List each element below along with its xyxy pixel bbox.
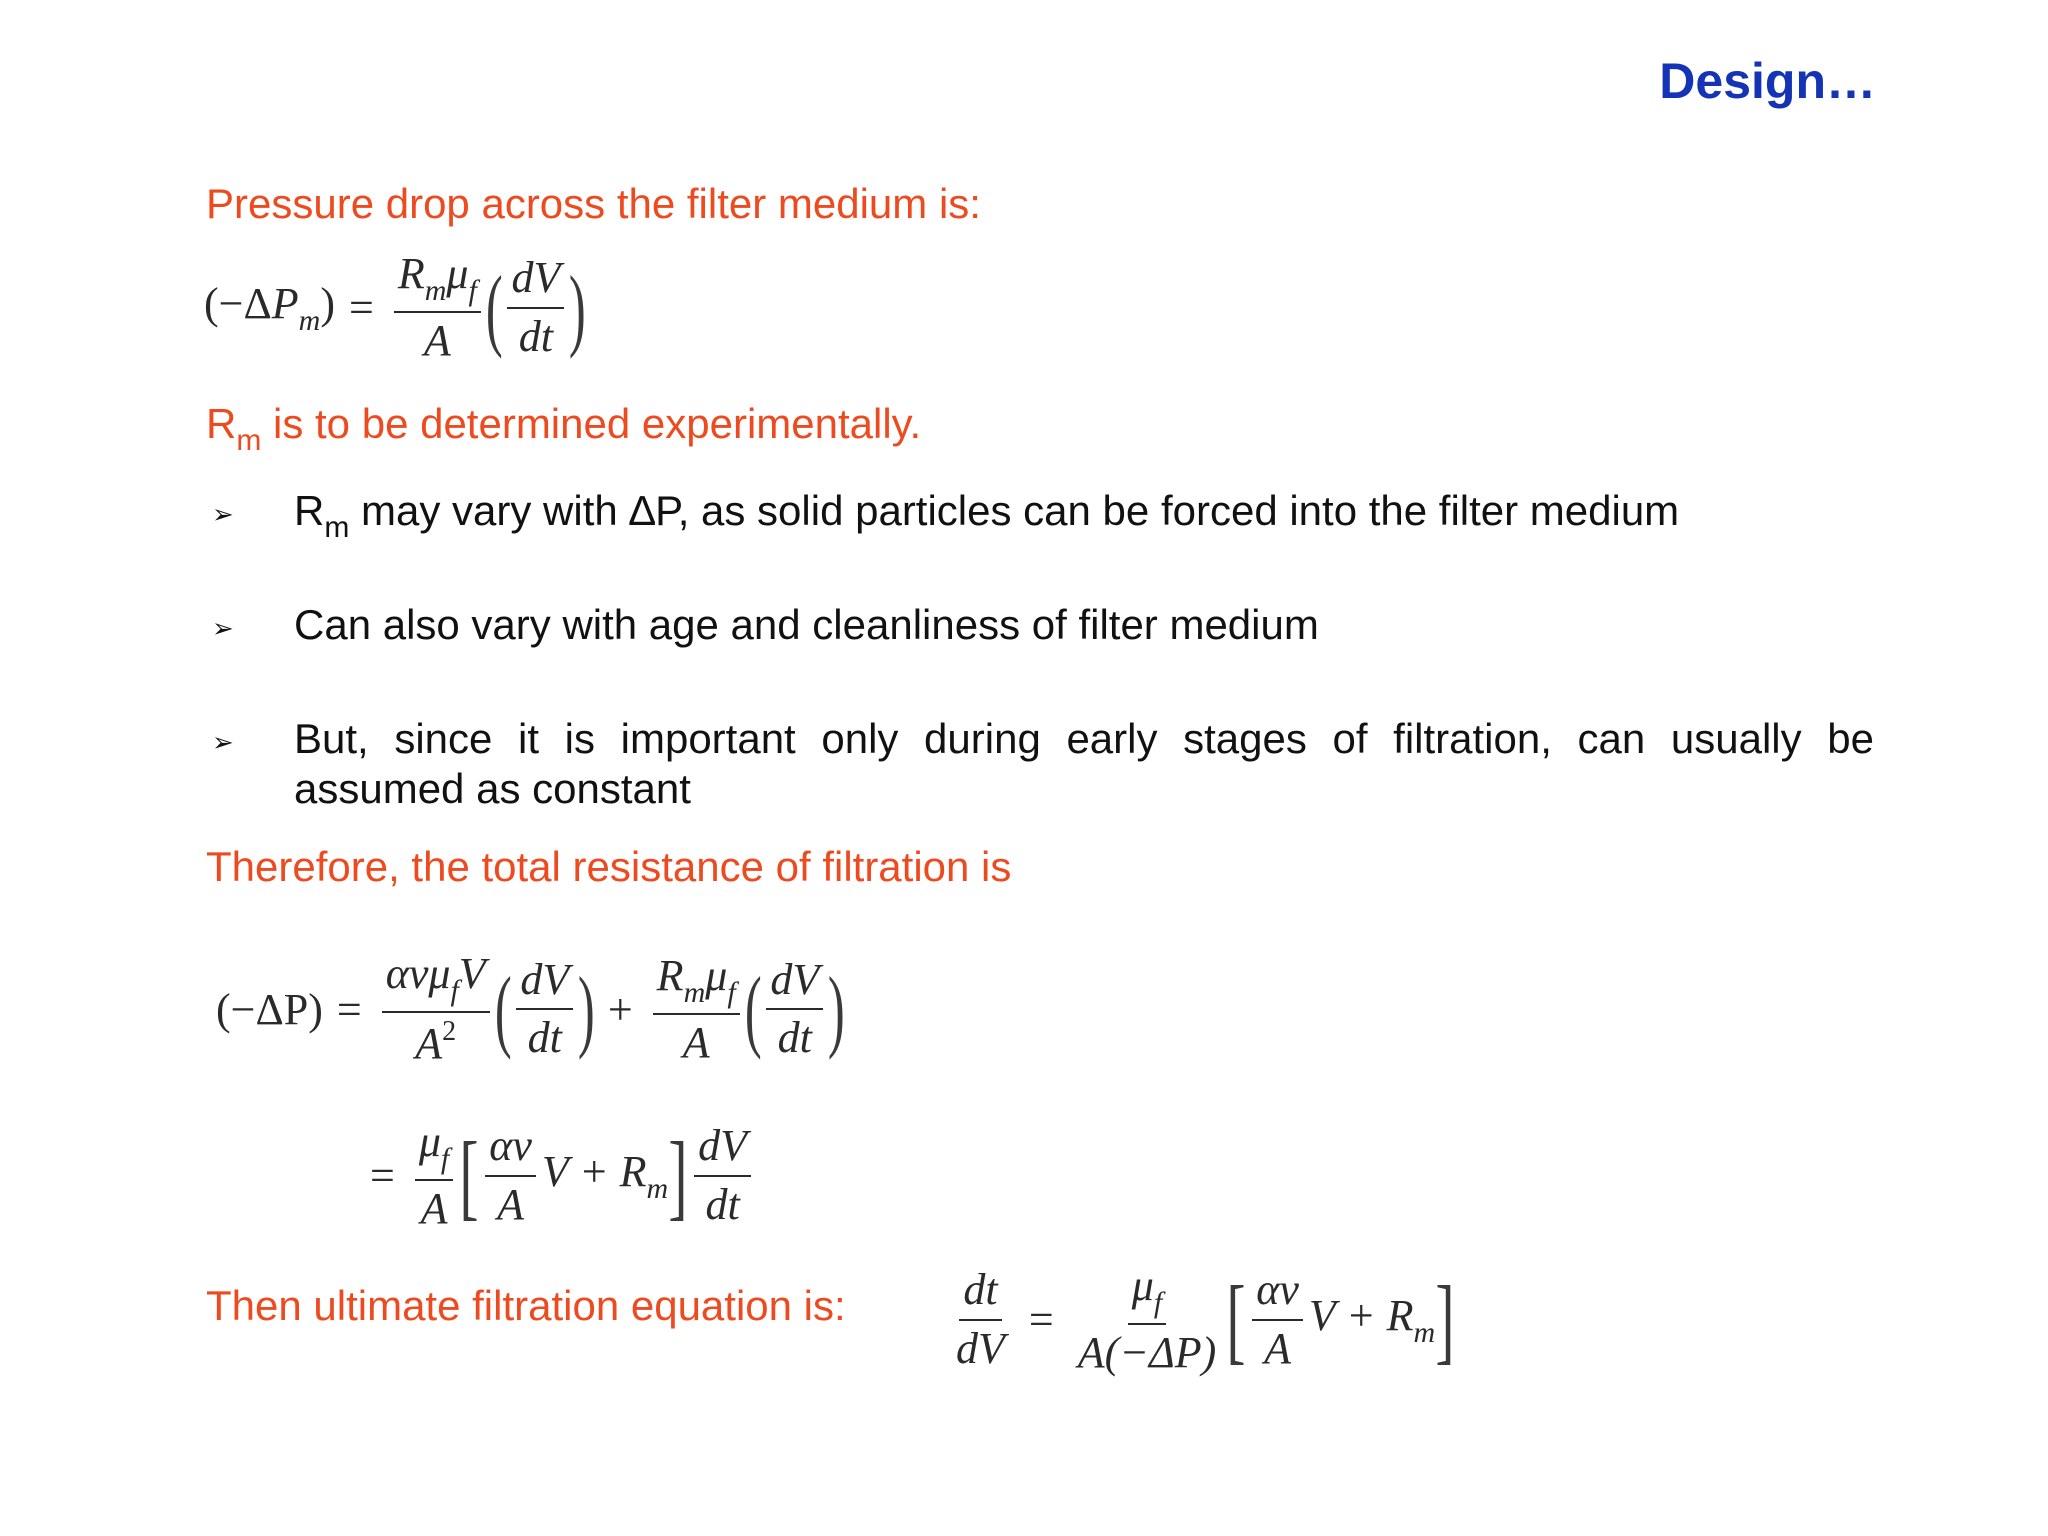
bullet-marker: ➢ [212,728,234,758]
eq4-equals: = [1028,1295,1054,1345]
eq2-flow-rate-2: $\frac{dV}{dt}$ [766,956,823,1063]
eq1-lhs: $(-\Delta P_m)$ [204,278,335,337]
equation-ultimate-filtration [946,1262,1455,1377]
eq4-inner-terms: $V + R_m$ [1308,1290,1436,1349]
equation-medium-pressure-drop [204,250,585,365]
slide-title: Design… [1659,53,1876,109]
equation-total-resistance-simplified [356,1118,757,1233]
eq1-close-paren: ) [569,256,587,359]
bullet-marker: ➢ [212,614,234,644]
eq1-flow-rate: $\frac{dV}{dt}$ [507,254,564,361]
eq2-lhs: (−ΔP) [216,984,323,1034]
eq3-equals: = [370,1151,395,1201]
eq2-open-paren: ( [494,958,512,1061]
eq2-medium-term: $\frac{R_m\mu_f}{A}$ [653,952,740,1067]
eq2-plus: + [607,984,633,1034]
eq3-cake-coefficient: $\frac{\alpha v}{A}$ [485,1122,536,1229]
rm-determined-text: $R_m$ is to be determined experimentally. [206,400,922,457]
equation-total-resistance [216,950,844,1068]
eq3-inner-terms: $V + R_m$ [541,1146,669,1205]
eq4-viscosity-term: $\frac{\mu_f}{A(-\Delta P)}$ [1077,1261,1217,1377]
eq1-fraction: $\frac{R_m\mu_f}{A}$ [394,250,481,365]
eq1-open-paren: ( [485,256,503,359]
eq4-cake-coefficient: $\frac{\alpha v}{A}$ [1252,1266,1303,1373]
eq1-equals: = [348,283,374,333]
bullet-age-cleanliness: Can also vary with age and cleanliness of filter medium [294,601,1319,648]
eq3-open-bracket: [ [459,1121,479,1229]
eq3-flow-rate: $\frac{dV}{dt}$ [694,1122,751,1229]
eq2-open-paren: ( [744,958,762,1061]
eq2-close-paren: ) [828,958,845,1061]
eq4-open-bracket: [ [1226,1265,1246,1373]
bullet-rm-vary-pressure: $R_m$ may vary with ∆P, as solid particles can be forced into the filter medium [294,487,1680,544]
eq4-lhs: $\frac{dt}{dV}$ [956,1265,1005,1373]
heading-pressure-drop: Pressure drop across the filter medium is: [206,180,981,227]
eq3-viscosity-term: $\frac{\mu_f}{A}$ [415,1118,453,1233]
eq4-close-bracket: ] [1435,1265,1455,1373]
bullet-marker: ➢ [212,500,234,530]
heading-ultimate-equation: Then ultimate filtration equation is: [206,1282,846,1329]
heading-total-resistance: Therefore, the total resistance of filtration is [206,843,1012,890]
eq3-close-bracket: ] [668,1121,688,1229]
bullet-assumed-constant: But, since it is important only during early stages of filtration, can usually be assumed as constant [294,715,1874,812]
eq2-flow-rate-1: $\frac{dV}{dt}$ [516,956,573,1063]
eq2-cake-term: $\frac{\alpha v\mu_fV}{A^2}$ [382,950,490,1068]
eq2-equals: = [336,984,362,1034]
eq2-close-paren: ) [578,958,595,1061]
